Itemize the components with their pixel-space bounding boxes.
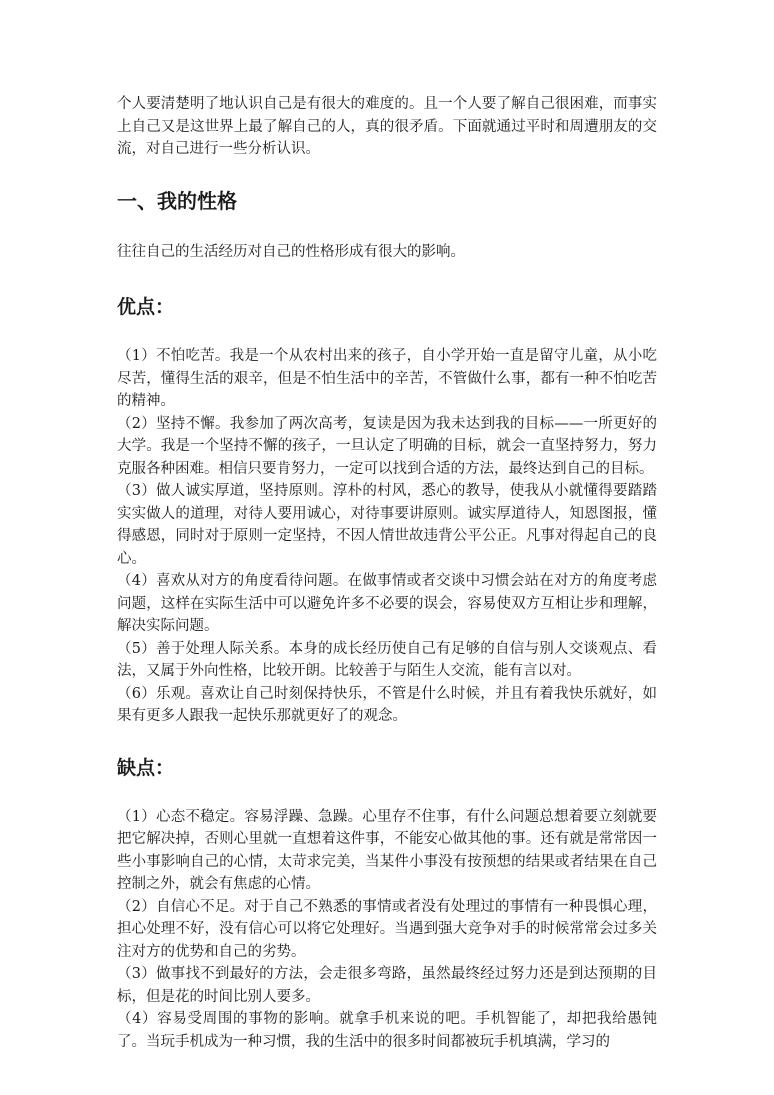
cons-item: （4）容易受周围的事物的影响。就拿手机来说的吧。手机智能了，却把我给愚钝了。当玩手机成为一种习惯，我的生活中的很多时间都被玩手机填满，学习的 (117, 1011, 657, 1050)
intro-paragraph: 个人要清楚明了地认识自己是有很大的难度的。且一个人要了解自己很困难，而事实上自己又是这世界上最了解自己的人，真的很矛盾。下面就通过平时和周遭朋友的交流，对自己进行一些分析认识。 (117, 96, 657, 157)
pros-item: （6）乐观。喜欢让自己时刻保持快乐，不管是什么时候，并且有着我快乐就好，如果有更多人跟我一起快乐那就更好了的观念。 (117, 685, 657, 724)
cons-item: （1）心态不稳定。容易浮躁、急躁。心里存不住事，有什么问题总想着要立刻就要把它解决掉，否则心里就一直想着这件事，不能安心做其他的事。还有就是常常因一些小事影响自己的心情，太苛求完美，当某件小事没有按预想的结果或者结果在自己控制之外，就会有焦虑的心情。 (117, 808, 657, 892)
cons-item: （3）做事找不到最好的方法，会走很多弯路，虽然最终经过努力还是到达预期的目标，但是花的时间比别人要多。 (117, 966, 657, 1005)
cons-heading: 缺点： (117, 756, 175, 779)
pros-item: （2）坚持不懈。我参加了两次高考，复读是因为我未达到我的目标——一所更好的大学。我是一个坚持不懈的孩子，一旦认定了明确的目标，就会一直坚持努力，努力克服各种困难。相信只要肯努力，一定可以找到合适的方法，最终达到自己的目标。 (117, 415, 657, 477)
pros-item: （1）不怕吃苦。我是一个从农村出来的孩子，自小学开始一直是留守儿童，从小吃尽苦，懂得生活的艰辛，但是不怕生活中的辛苦，不管做什么事，都有一种不怕吃苦的精神。 (117, 348, 657, 409)
pros-item: （5）善于处理人际关系。本身的成长经历使自己有足够的自信与别人交谈观点、看法，又属于外向性格，比较开朗。比较善于与陌生人交流，能有言以对。 (117, 640, 657, 679)
pros-item: （4）喜欢从对方的角度看待问题。在做事情或者交谈中习惯会站在对方的角度考虑问题，这样在实际生活中可以避免许多不必要的误会，容易使双方互相让步和理解，解决实际问题。 (117, 573, 657, 634)
cons-list (117, 806, 657, 1054)
cons-item: （2）自信心不足。对于自己不熟悉的事情或者没有处理过的事情有一种畏惧心理，担心处理不好，没有信心可以将它处理好。当遇到强大竞争对手的时候常常会过多关注对方的优势和自己的劣势。 (117, 898, 657, 960)
pros-item: （3）做人诚实厚道，坚持原则。淳朴的村风，悉心的教导，使我从小就懂得要踏踏实实做人的道理，对待人要用诚心，对待事要讲原则。诚实厚道待人，知恩图报，懂得感恩，同时对于原则一定坚持，不因人情世故违背公平公正。凡事对得起自己的良心。 (117, 483, 657, 567)
pros-heading: 优点： (117, 296, 175, 318)
section-heading-personality: 一、我的性格 (117, 188, 237, 213)
section-subtitle: 往往自己的生活经历对自己的性格形成有很大的影响。 (117, 243, 465, 260)
pros-list (117, 345, 657, 728)
document-page (117, 93, 657, 1053)
